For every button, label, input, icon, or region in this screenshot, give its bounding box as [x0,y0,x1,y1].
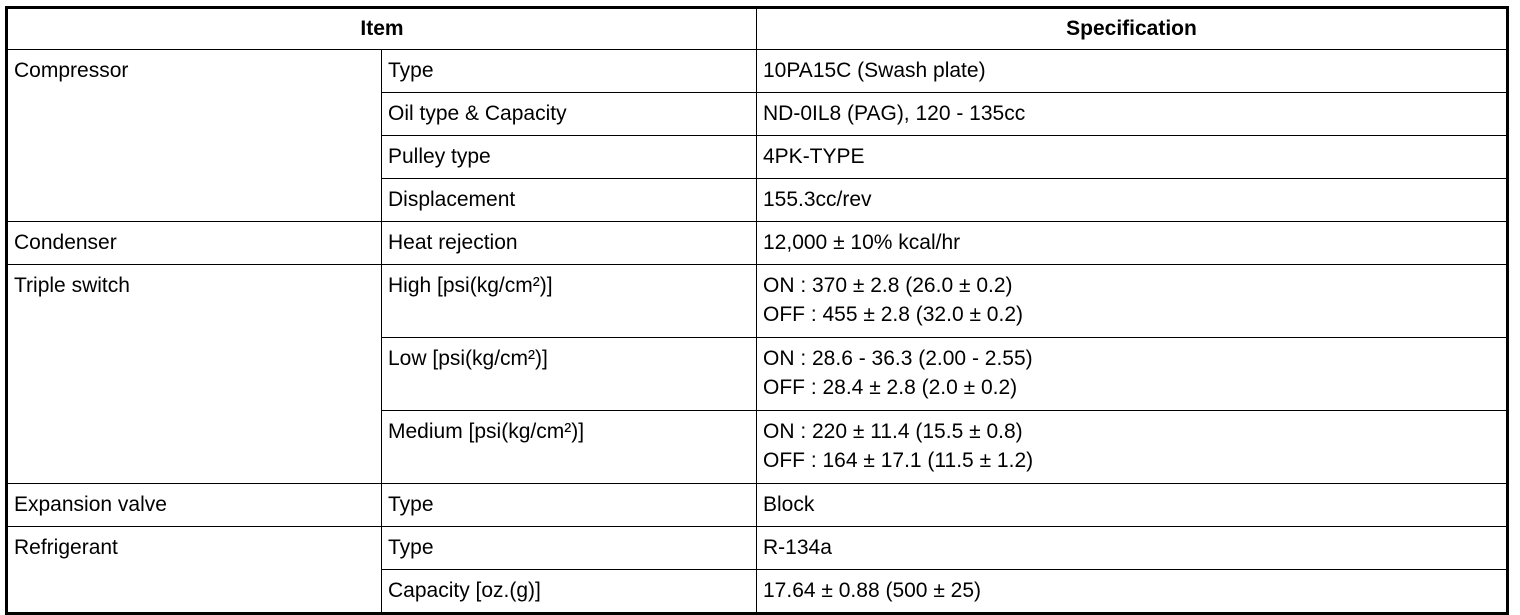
refrigerant-capacity-label: Capacity [oz.(g)] [382,570,757,614]
compressor-type-value: 10PA15C (Swash plate) [757,50,1508,93]
expansion-valve-type-value: Block [757,484,1508,527]
expansion-valve-type-label: Type [382,484,757,527]
condenser-heat-label: Heat rejection [382,222,757,265]
triple-switch-label: Triple switch [7,265,382,484]
low-on-value: ON : 28.6 - 36.3 (2.00 - 2.55) [763,347,1033,370]
compressor-oil-label: Oil type & Capacity [382,93,757,136]
refrigerant-type-label: Type [382,527,757,570]
condenser-heat-value: 12,000 ± 10% kcal/hr [757,222,1508,265]
header-row [7,8,1508,50]
compressor-label: Compressor [7,50,382,222]
medium-off-value: OFF : 164 ± 17.1 (11.5 ± 1.2) [763,449,1034,472]
high-off-value: OFF : 455 ± 2.8 (32.0 ± 0.2) [763,303,1023,326]
condenser-label: Condenser [7,222,382,265]
refrigerant-capacity-value: 17.64 ± 0.88 (500 ± 25) [757,570,1508,614]
header-specification: Specification [757,8,1508,50]
table-row [7,222,1508,265]
triple-switch-high-value [757,265,1508,338]
table-row [7,265,1508,338]
low-off-value: OFF : 28.4 ± 2.8 (2.0 ± 0.2) [763,376,1018,399]
refrigerant-label: Refrigerant [7,527,382,614]
medium-on-value: ON : 220 ± 11.4 (15.5 ± 0.8) [763,420,1023,443]
triple-switch-low-label: Low [psi(kg/cm²)] [382,338,757,411]
expansion-valve-label: Expansion valve [7,484,382,527]
triple-switch-low-value [757,338,1508,411]
table-row [7,527,1508,570]
high-on-value: ON : 370 ± 2.8 (26.0 ± 0.2) [763,274,1013,297]
refrigerant-type-value: R-134a [757,527,1508,570]
compressor-oil-value: ND-0IL8 (PAG), 120 - 135cc [757,93,1508,136]
triple-switch-medium-value [757,411,1508,484]
compressor-pulley-label: Pulley type [382,136,757,179]
compressor-displacement-label: Displacement [382,179,757,222]
table-row [7,484,1508,527]
triple-switch-medium-label: Medium [psi(kg/cm²)] [382,411,757,484]
triple-switch-high-label: High [psi(kg/cm²)] [382,265,757,338]
header-item: Item [7,8,757,50]
compressor-type-label: Type [382,50,757,93]
table-row [7,50,1508,93]
compressor-displacement-value: 155.3cc/rev [757,179,1508,222]
compressor-pulley-value: 4PK-TYPE [757,136,1508,179]
specification-table [5,6,1509,615]
